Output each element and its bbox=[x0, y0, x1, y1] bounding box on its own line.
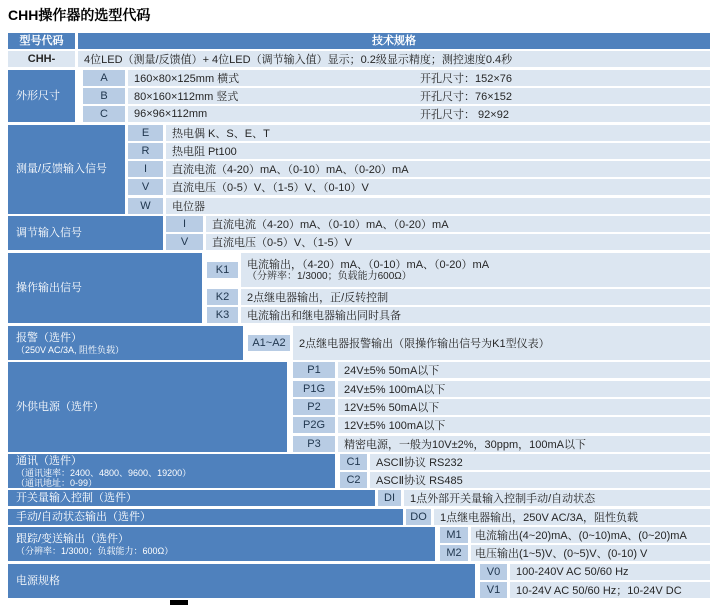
power-row-p1-desc: 24V±5% 50mA以下 bbox=[338, 362, 710, 378]
code-cell-C1: C1 bbox=[340, 454, 367, 470]
power-row-p2-desc: 12V±5% 50mA以下 bbox=[338, 399, 710, 415]
code-cell-W: W bbox=[128, 198, 163, 214]
code-cell-M1: M1 bbox=[440, 527, 468, 543]
power-spec-row-v1-desc: 10-24V AC 50/60 Hz；10-24V DC bbox=[510, 582, 710, 598]
di-row-desc: 1点外部开关量输入控制手动/自动状态 bbox=[404, 490, 710, 506]
code-cell-A: A bbox=[83, 70, 125, 86]
dimensions-row-c bbox=[128, 106, 710, 122]
code-cell-E: E bbox=[128, 125, 163, 141]
code-cell-V: V bbox=[128, 179, 163, 195]
operate-row-k1 bbox=[241, 253, 710, 287]
alarm-label-main: 报警（选件） bbox=[16, 331, 82, 344]
code-cell-P2: P2 bbox=[293, 399, 335, 415]
track-output-label-sub: （分辨率：1/3000；负载能力：600Ω） bbox=[16, 545, 174, 556]
dimensions-row-a-desc: 160×80×125mm 横式 bbox=[134, 73, 240, 85]
code-cell-C: C bbox=[83, 106, 125, 122]
switch-input-label: 开关量输入控制（选件） bbox=[8, 490, 375, 506]
header-model-code: 型号代码 bbox=[8, 33, 75, 49]
code-cell-K2: K2 bbox=[207, 289, 238, 305]
comm-row-c2-desc: ASCⅡ协议 RS485 bbox=[370, 472, 710, 488]
power-spec-row-v0-desc: 100-240V AC 50/60 Hz bbox=[510, 564, 710, 580]
code-cell-P1: P1 bbox=[293, 362, 335, 378]
code-cell-DI: DI bbox=[378, 490, 401, 506]
alarm-label bbox=[8, 326, 243, 360]
operate-output-label: 操作输出信号 bbox=[8, 253, 202, 323]
code-cell-V0: V0 bbox=[480, 564, 507, 580]
code-cell-adjust-V: V bbox=[166, 234, 203, 250]
code-cell-K1: K1 bbox=[207, 262, 238, 278]
adjust-row-i-desc: 直流电流（4-20）mA、（0-10）mA、（0-20）mA bbox=[206, 216, 710, 232]
operate-row-k3-desc: 电流输出和继电器输出同时具备 bbox=[241, 307, 710, 323]
dimensions-row-b bbox=[128, 88, 710, 104]
code-cell-V1: V1 bbox=[480, 582, 507, 598]
code-cell-R: R bbox=[128, 143, 163, 159]
track-output-label-main: 跟踪/变送输出（选件） bbox=[16, 532, 130, 545]
code-cell-P2G: P2G bbox=[293, 417, 335, 433]
dimensions-row-c-cutout: 开孔尺寸： 92×92 bbox=[420, 109, 509, 121]
measure-row-r-desc: 热电阻 Pt100 bbox=[166, 143, 710, 159]
cropped-text-artifact bbox=[170, 600, 188, 605]
code-cell-K3: K3 bbox=[207, 307, 238, 323]
comm-row-c1-desc: ASCⅡ协议 RS232 bbox=[370, 454, 710, 470]
power-row-p1g-desc: 24V±5% 100mA以下 bbox=[338, 381, 710, 397]
external-power-label: 外供电源（选件） bbox=[8, 362, 287, 452]
code-cell-DO: DO bbox=[406, 509, 431, 525]
measure-row-w-desc: 电位器 bbox=[166, 198, 710, 214]
measure-input-label: 测量/反馈输入信号 bbox=[8, 125, 125, 214]
measure-row-i-desc: 直流电流（4-20）mA、（0-10）mA、（0-20）mA bbox=[166, 161, 710, 177]
code-cell-I: I bbox=[128, 161, 163, 177]
dimensions-row-a bbox=[128, 70, 710, 86]
measure-row-v-desc: 直流电压（0-5）V、（1-5）V、（0-10）V bbox=[166, 179, 710, 195]
page-title: CHH操作器的选型代码 bbox=[8, 7, 151, 23]
operate-row-k2-desc: 2点继电器输出，正/反转控制 bbox=[241, 289, 710, 305]
code-cell-P3: P3 bbox=[293, 436, 335, 452]
base-model-desc: 4位LED（测量/反馈值）+ 4位LED（调节输入值）显示；0.2级显示精度；测控速度0.4秒 bbox=[78, 51, 710, 67]
do-row-desc: 1点继电器输出，250V AC/3A，阻性负载 bbox=[434, 509, 710, 525]
power-spec-label: 电源规格 bbox=[8, 564, 475, 598]
alarm-row-desc: 2点继电器报警输出（限操作输出信号为K1型仪表） bbox=[293, 326, 710, 360]
manual-auto-label: 手动/自动状态输出（选件） bbox=[8, 509, 403, 525]
track-row-m2-desc: 电压输出(1~5)V、(0~5)V、(0-10) V bbox=[471, 545, 710, 561]
power-row-p2g-desc: 12V±5% 100mA以下 bbox=[338, 417, 710, 433]
communication-label bbox=[8, 454, 335, 488]
measure-row-e-desc: 热电偶 K、S、E、T bbox=[166, 125, 710, 141]
track-row-m1-desc: 电流输出(4~20)mA、(0~10)mA、(0~20)mA bbox=[471, 527, 710, 543]
code-cell-M2: M2 bbox=[440, 545, 468, 561]
track-output-label bbox=[8, 527, 435, 561]
dimensions-row-b-desc: 80×160×112mm 竖式 bbox=[134, 91, 239, 103]
code-cell-P1G: P1G bbox=[293, 381, 335, 397]
adjust-row-v-desc: 直流电压（0-5）V、（1-5）V bbox=[206, 234, 710, 250]
dimensions-row-b-cutout: 开孔尺寸：76×152 bbox=[420, 91, 513, 103]
dimensions-row-a-cutout: 开孔尺寸：152×76 bbox=[420, 73, 513, 85]
code-cell-B: B bbox=[83, 88, 125, 104]
communication-label-sub2: （通讯地址：0-99） bbox=[16, 477, 98, 488]
code-cell-adjust-I: I bbox=[166, 216, 203, 232]
alarm-label-sub: （250V AC/3A, 阻性负载） bbox=[16, 344, 125, 355]
operate-row-k1-desc: 电流输出，（4-20）mA、（0-10）mA、（0-20）mA bbox=[247, 258, 490, 271]
adjust-input-label: 调节输入信号 bbox=[8, 216, 163, 250]
power-row-p3-desc: 精密电源，一般为10V±2%，30ppm，100mA以下 bbox=[338, 436, 710, 452]
code-cell-A1-A2: A1~A2 bbox=[248, 335, 290, 351]
dimensions-row-c-desc: 96×96×112mm bbox=[134, 108, 208, 120]
communication-label-main: 通讯（选件） bbox=[16, 454, 82, 467]
header-tech-spec: 技术规格 bbox=[78, 33, 710, 49]
dimensions-label: 外形尺寸 bbox=[8, 70, 75, 122]
base-model-code: CHH- bbox=[8, 51, 75, 67]
code-cell-C2: C2 bbox=[340, 472, 367, 488]
communication-label-sub1: （通讯速率：2400、4800、9600、19200） bbox=[16, 467, 192, 478]
operate-row-k1-desc2: （分辨率：1/3000；负载能力600Ω） bbox=[247, 270, 412, 282]
